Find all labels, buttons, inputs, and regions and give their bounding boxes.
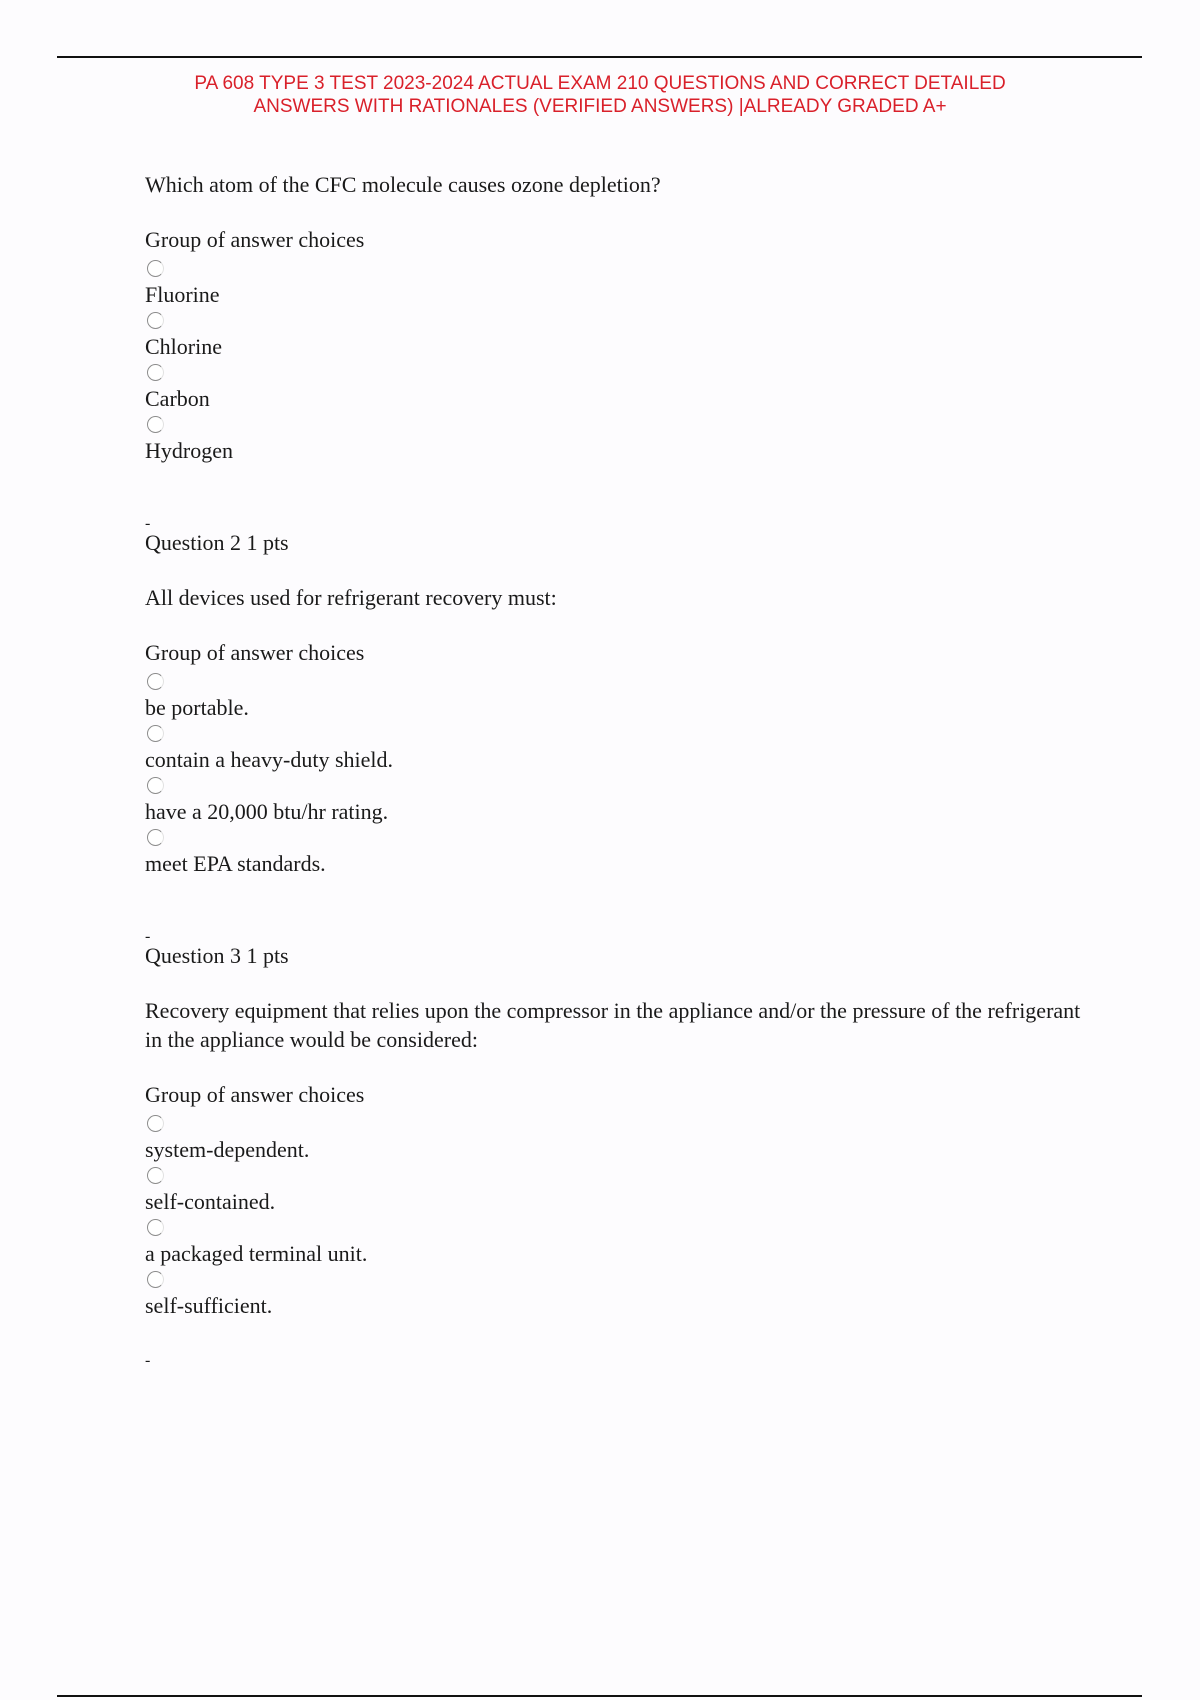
choice-label: contain a heavy-duty shield. [145, 747, 394, 772]
radio-button-icon[interactable] [147, 1115, 164, 1132]
radio-button-icon[interactable] [147, 725, 164, 742]
question-2-choice-4[interactable] [145, 829, 1085, 875]
choice-label: a packaged terminal unit. [145, 1241, 368, 1266]
question-1-text: Which atom of the CFC molecule causes ozone depletion? [145, 172, 661, 197]
radio-button-icon[interactable] [147, 1167, 164, 1184]
question-2-title-text: Question 2 1 pts [145, 530, 289, 555]
header-line-2: ANSWERS WITH RATIONALES (VERIFIED ANSWERS) |ALREADY GRADED A+ [253, 96, 947, 117]
choice-label: Carbon [145, 386, 210, 411]
question-3-choice-2[interactable] [145, 1167, 1085, 1213]
question-1-choices-label: Group of answer choices [145, 227, 365, 252]
choice-label: self-contained. [145, 1189, 276, 1214]
document-content [145, 170, 1085, 1369]
header-line-1: PA 608 TYPE 3 TEST 2023-2024 ACTUAL EXAM 210 QUESTIONS AND CORRECT DETAILED [194, 73, 1006, 94]
question-3-choice-4[interactable] [145, 1271, 1085, 1317]
radio-button-icon[interactable] [147, 777, 164, 794]
radio-button-icon[interactable] [147, 364, 164, 381]
question-3-choice-1[interactable] [145, 1115, 1085, 1161]
choice-label: have a 20,000 btu/hr rating. [145, 799, 389, 824]
question-3 [145, 928, 1085, 1318]
choice-label: Chlorine [145, 334, 222, 359]
question-2-dash: - [145, 515, 151, 532]
radio-button-icon[interactable] [147, 312, 164, 329]
question-2-text: All devices used for refrigerant recovery must: [145, 585, 557, 610]
question-2-choice-1[interactable] [145, 673, 1085, 719]
radio-button-icon[interactable] [147, 416, 164, 433]
radio-button-icon[interactable] [147, 829, 164, 846]
question-2 [145, 515, 1085, 876]
document-header [100, 72, 1100, 118]
question-1-choice-3[interactable] [145, 364, 1085, 410]
bottom-rule [57, 1695, 1142, 1697]
question-3-dash: - [145, 928, 151, 945]
top-rule [57, 56, 1142, 58]
question-2-title [145, 515, 1085, 557]
radio-button-icon[interactable] [147, 673, 164, 690]
question-2-choices-label: Group of answer choices [145, 640, 365, 665]
question-3-choices-label: Group of answer choices [145, 1082, 365, 1107]
choice-label: system-dependent. [145, 1137, 310, 1162]
choice-label: Hydrogen [145, 438, 233, 463]
question-1 [145, 170, 1085, 462]
choice-label: be portable. [145, 695, 249, 720]
question-1-choice-4[interactable] [145, 416, 1085, 462]
choice-label: Fluorine [145, 282, 220, 307]
question-1-choice-1[interactable] [145, 260, 1085, 306]
radio-button-icon[interactable] [147, 1271, 164, 1288]
choice-label: meet EPA standards. [145, 851, 326, 876]
question-2-choice-2[interactable] [145, 725, 1085, 771]
radio-button-icon[interactable] [147, 260, 164, 277]
question-3-text: Recovery equipment that relies upon the compressor in the appliance and/or the pressure of the refrigerant in the appliance would be considered: [145, 998, 1081, 1052]
radio-button-icon[interactable] [147, 1219, 164, 1236]
question-3-title [145, 928, 1085, 970]
question-1-choice-2[interactable] [145, 312, 1085, 358]
question-3-choice-3[interactable] [145, 1219, 1085, 1265]
question-2-choice-3[interactable] [145, 777, 1085, 823]
question-3-title-text: Question 3 1 pts [145, 943, 289, 968]
end-dash: - [145, 1352, 151, 1369]
choice-label: self-sufficient. [145, 1293, 273, 1318]
